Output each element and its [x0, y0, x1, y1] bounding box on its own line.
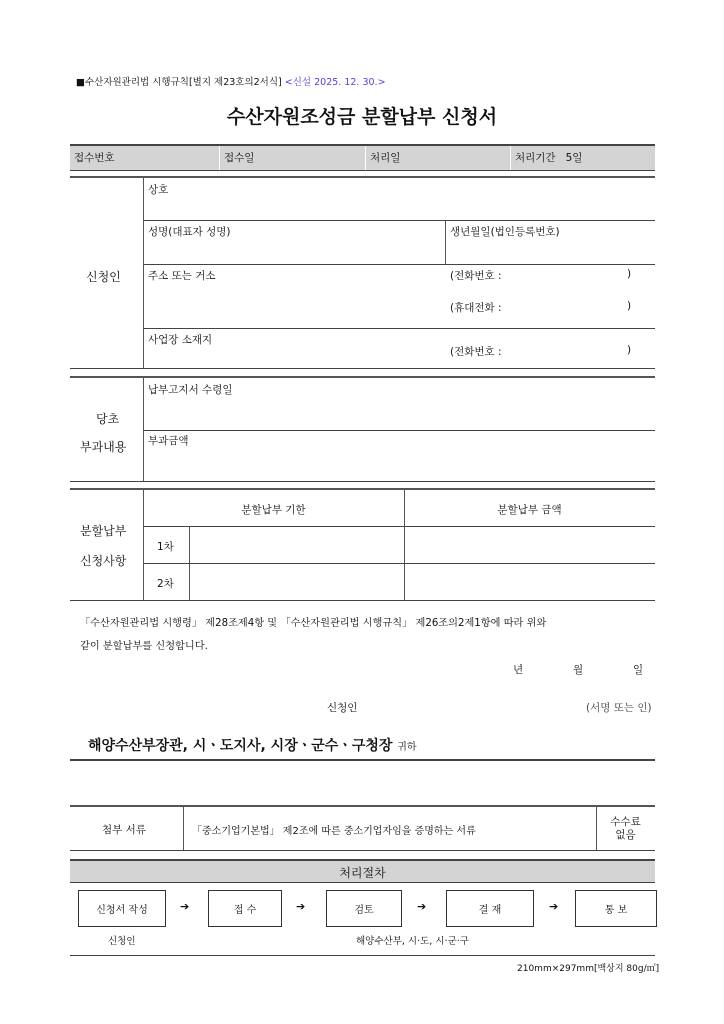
recipient: 해양수산부장관, 시ㆍ도지사, 시장ㆍ군수ㆍ구청장 귀하 — [88, 738, 417, 754]
step-review: 검토 — [326, 890, 402, 927]
installment-row-2: 2차 — [157, 578, 174, 590]
arrow-icon: ➔ — [296, 900, 306, 913]
phone-field[interactable]: (전화번호 : — [450, 270, 502, 282]
attachment-document: 「중소기업기본법」 제2조에 따른 중소기업자임을 증명하는 서류 — [192, 826, 476, 837]
statement-line-2: 같이 분할납부를 신청합니다. — [80, 641, 208, 652]
col-installment-amount: 분할납부 금액 — [497, 504, 562, 516]
receipt-number-label: 접수번호 — [74, 152, 115, 164]
charge-amount-field[interactable]: 부과금액 — [148, 435, 189, 447]
arrow-icon: ➔ — [180, 900, 190, 913]
new-note: <신설 2025. 12. 30.> — [284, 77, 386, 88]
installment-row-1: 1차 — [157, 541, 174, 553]
business-site-field[interactable]: 사업장 소재지 — [148, 334, 213, 346]
date-year: 년 — [513, 664, 524, 676]
original-charge-label-2: 부과내용 — [80, 440, 127, 454]
original-charge-label-1: 당초 — [96, 412, 120, 426]
arrow-icon: ➔ — [417, 900, 427, 913]
applicant-section-label: 신청인 — [86, 270, 121, 284]
paper-spec: 210mm×297mm[백상지 80g/㎡] — [517, 964, 660, 974]
company-name-field[interactable]: 상호 — [148, 184, 169, 196]
process-period-label: 처리기간 5일 — [515, 152, 583, 164]
statement-line-1: 「수산자원관리법 시행령」 제28조제4항 및 「수산자원관리법 시행규칙」 제26조의2제1항에 따라 위와 — [80, 618, 547, 629]
mobile-close: ) — [627, 300, 632, 312]
step-notification: 통 보 — [575, 890, 657, 927]
page-title: 수산자원조성금 분할납부 신청서 — [226, 106, 498, 128]
form-reference: ■수산자원관리법 시행규칙[별지 제23호의2서식] <신설 2025. 12. 30.> — [76, 77, 386, 88]
step-write-application: 신청서 작성 — [78, 890, 166, 927]
process-date-label: 처리일 — [370, 152, 401, 164]
signature-applicant-label: 신청인 — [327, 702, 358, 714]
date-month: 월 — [573, 664, 584, 676]
mobile-field[interactable]: (휴대전화 : — [450, 302, 502, 314]
signature-placeholder[interactable]: (서명 또는 인) — [586, 702, 652, 714]
step-approval: 결 재 — [446, 890, 534, 927]
phone-close: ) — [627, 268, 632, 280]
business-phone-close: ) — [627, 344, 632, 356]
procedure-title: 처리절차 — [339, 866, 386, 880]
date-day: 일 — [633, 664, 644, 676]
col-installment-deadline: 분할납부 기한 — [241, 504, 306, 516]
address-field[interactable]: 주소 또는 거소 — [148, 270, 216, 282]
arrow-icon: ➔ — [549, 900, 559, 913]
installment-label-1: 분할납부 — [80, 524, 127, 538]
fee-info: 수수료 없음 — [610, 816, 641, 841]
actor-authorities: 해양수산부, 시·도, 시·군·구 — [356, 936, 469, 947]
installment-label-2: 신청사항 — [80, 554, 127, 568]
notice-received-date-field[interactable]: 납부고지서 수령일 — [148, 384, 233, 396]
actor-applicant: 신청인 — [108, 936, 136, 947]
attachment-label: 첨부 서류 — [102, 824, 146, 836]
step-receipt: 접 수 — [208, 890, 282, 927]
receipt-date-label: 접수일 — [224, 152, 255, 164]
business-phone-field[interactable]: (전화번호 : — [450, 346, 502, 358]
representative-name-field[interactable]: 성명(대표자 성명) — [148, 226, 231, 238]
birth-date-field[interactable]: 생년월일(법인등록번호) — [450, 226, 560, 238]
